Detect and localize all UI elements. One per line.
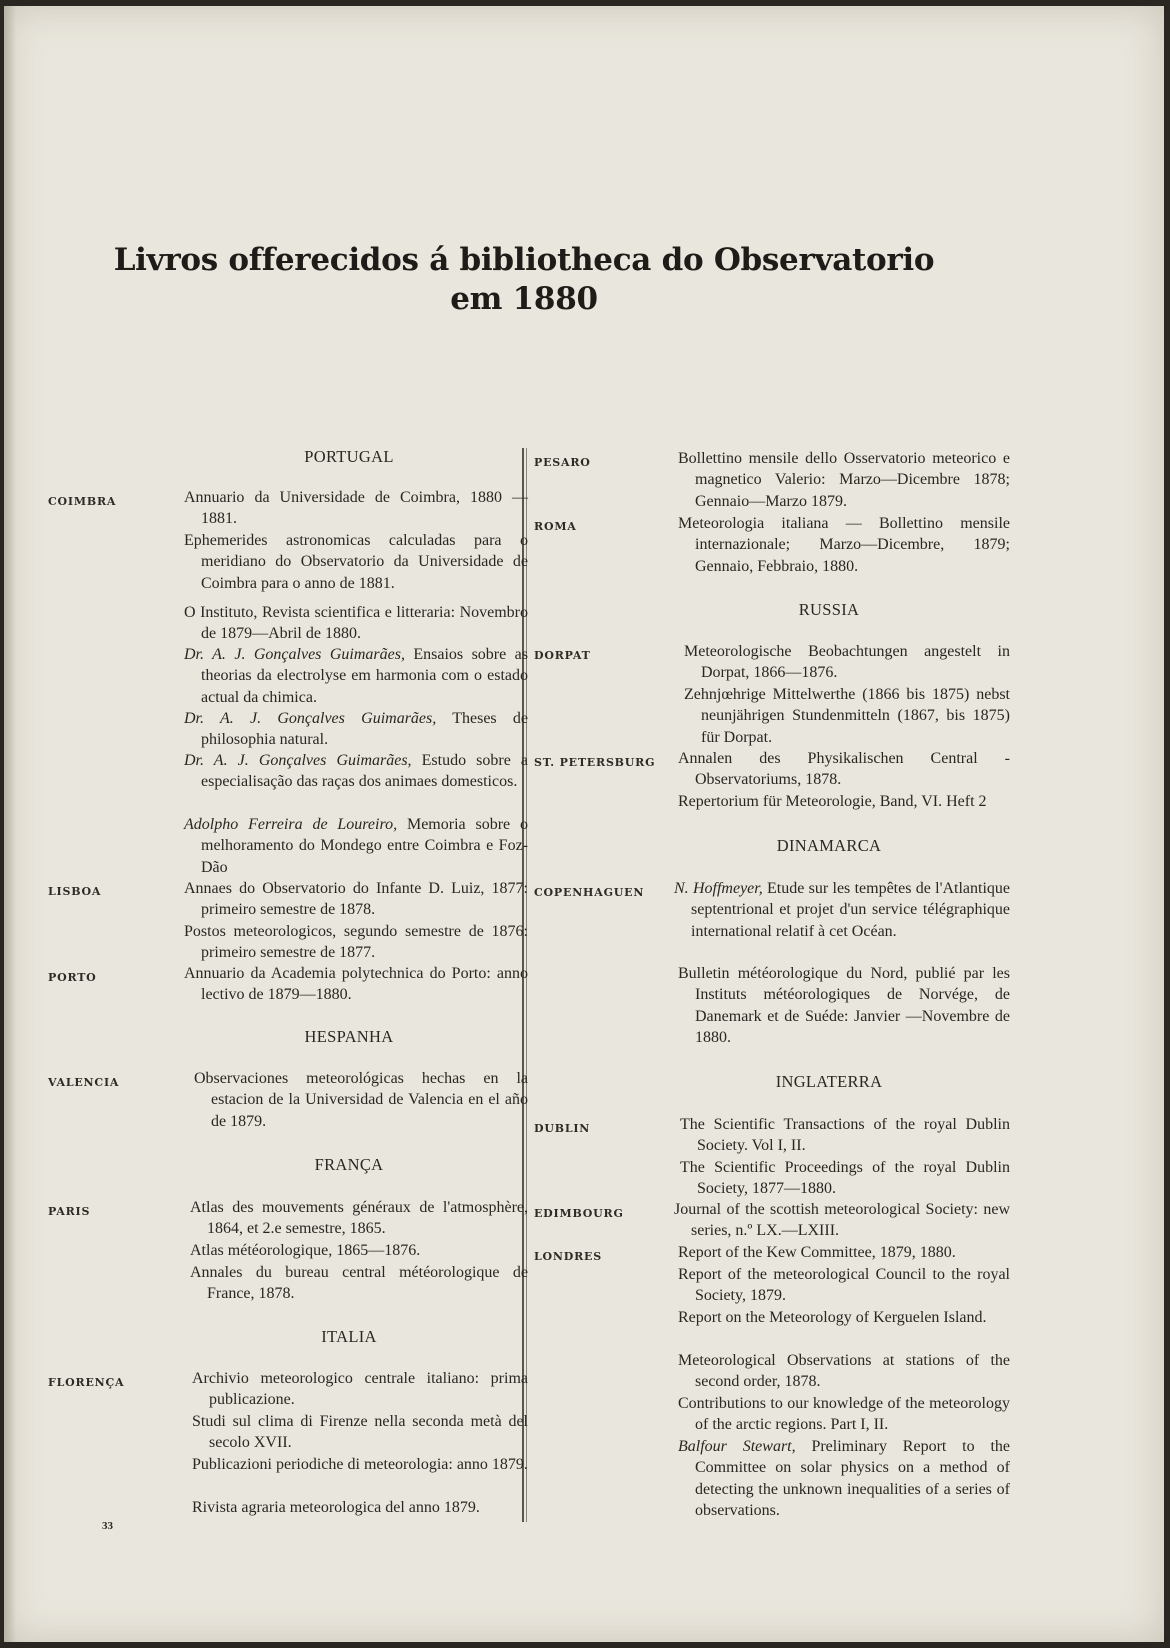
place-label-florenca: FLORENÇA — [48, 1376, 125, 1389]
place-label-roma: ROMA — [534, 520, 577, 533]
place-label-valencia: VALENCIA — [48, 1076, 120, 1089]
entry-text: Memoria sobre o melhoramento do Mondego entre Coimbra e Foz-Dão — [201, 816, 528, 876]
entry-edimbourg-journal: Journal of the scottish meteorological Society: new series, n.º LX.—LXIII. — [674, 1201, 1010, 1240]
place-label-paris: PARIS — [48, 1205, 91, 1218]
entry-coimbra-theses — [184, 708, 528, 751]
section-heading-russia: RUSSIA — [798, 600, 860, 619]
place-label-porto: PORTO — [48, 971, 97, 984]
entry-londres-kerguelen: Report on the Meteorology of Kerguelen Island. — [678, 1309, 987, 1326]
author-name: Adolpho Ferreira de Loureiro, — [184, 816, 398, 833]
place-label-londres: LONDRES — [534, 1250, 602, 1263]
place-label-lisboa: LISBOA — [48, 885, 102, 898]
author-name: N. Hoffmeyer, — [674, 880, 763, 897]
entry-lisboa-postos: Postos meteorologicos, segundo semestre de 1876: primeiro semestre de 1877. — [184, 923, 528, 962]
entry-text: Estudo sobre a especialisação das raças dos animaes domesticos. — [201, 752, 529, 791]
section-heading-franca: FRANÇA — [314, 1155, 384, 1174]
section-heading-portugal: PORTUGAL — [304, 447, 394, 466]
author-name: Dr. A. J. Gonçalves Guimarães, — [184, 752, 412, 769]
entry-text: Ensaios sobre as theorias da electrolyse em harmonia com o estado actual da chimica. — [201, 646, 528, 706]
entry-londres-contributions: Contributions to our knowledge of the meteorology of the arctic regions. Part I, II. — [678, 1395, 1010, 1434]
entry-pesaro-bollettino: Bollettino mensile dello Osservatorio meteorico e magnetico Valerio: Marzo—Dicembre 1878; Gennaio—Marzo 1879. — [678, 450, 1010, 510]
place-label-dorpat: DORPAT — [534, 649, 591, 662]
page-title: Livros offerecidos á bibliotheca do Observatorio — [113, 242, 935, 278]
entry-text: Etude sur les tempêtes de l'Atlantique septentrional et projet d'un service télégraphique international relatif à cet Océan. — [691, 880, 1010, 940]
entry-text: Preliminary Report to the Committee on solar physics on a method of detecting the unknown inequalities of a series of observations. — [695, 1438, 1010, 1519]
section-heading-hespanha: HESPANHA — [304, 1027, 394, 1046]
entry-paris-annales: Annales du bureau central météorologique de France, 1878. — [190, 1264, 528, 1303]
entry-londres-kew: Report of the Kew Committee, 1879, 1880. — [678, 1244, 956, 1261]
entry-porto-annuario: Annuario da Academia polytechnica do Porto: anno lectivo de 1879—1880. — [184, 965, 528, 1004]
author-name: Dr. A. J. Gonçalves Guimarães, — [184, 710, 437, 727]
entry-coimbra-ensaios — [184, 644, 528, 708]
entry-florenca-archivio: Archivio meteorologico centrale italiano: prima publicazione. — [192, 1370, 528, 1409]
page-number: 33 — [102, 1520, 113, 1532]
entry-dorpat-beobachtungen: Meteorologische Beobachtungen angestelt in Dorpat, 1866—1876. — [684, 643, 1010, 682]
place-label-st-petersburg: ST. PETERSBURG — [534, 756, 656, 769]
place-label-pesaro: PESARO — [534, 456, 591, 469]
entry-dublin-transactions: The Scientific Transactions of the royal Dublin Society. Vol I, II. — [680, 1116, 1010, 1155]
entry-florenca-rivista: Rivista agraria meteorologica del anno 1879. — [192, 1499, 480, 1516]
entry-stpetersburg-repertorium: Repertorium für Meteorologie, Band, VI. Heft 2 — [678, 793, 987, 810]
author-name: Balfour Stewart, — [678, 1438, 796, 1455]
entry-copenhaguen-etude — [674, 878, 1010, 942]
entry-lisboa-annaes: Annaes do Observatorio do Infante D. Luiz, 1877: primeiro semestre de 1878. — [184, 880, 528, 919]
entry-florenca-studi: Studi sul clima di Firenze nella seconda metà del secolo XVII. — [192, 1413, 528, 1452]
entry-paris-atlas-mouvements: Atlas des mouvements généraux de l'atmosphère, 1864, et 2.e semestre, 1865. — [190, 1199, 528, 1238]
place-label-copenhaguen: COPENHAGUEN — [534, 886, 645, 899]
entry-dorpat-mittelwerthe: Zehnjœhrige Mittelwerthe (1866 bis 1875) nebst neunjährigen Stundenmitteln (1867, bis 1875) für Dorpat. — [684, 686, 1010, 746]
page-title-year: em 1880 — [450, 281, 598, 317]
document-page — [4, 6, 1164, 1642]
entry-florenca-publicazioni: Publicazioni periodiche di meteorologia: anno 1879. — [192, 1456, 528, 1473]
entry-roma-meteorologia: Meteorologia italiana — Bollettino mensile internazionale; Marzo—Dicembre, 1879; Gennaio, Febbraio, 1880. — [678, 515, 1010, 575]
entry-coimbra-memoria — [184, 814, 528, 878]
entry-stpetersburg-annalen: Annalen des Physikalischen Central - Observatoriums, 1878. — [678, 750, 1010, 789]
section-heading-inglaterra: INGLATERRA — [775, 1072, 883, 1091]
entry-copenhaguen-bulletin: Bulletin météorologique du Nord, publié par les Instituts météorologiques de Norvége, de Danemark et de Suéde: Janvier —Novembre de 1880. — [678, 965, 1010, 1046]
entry-coimbra-instituto: O Instituto, Revista scientifica e litteraria: Novembro de 1879—Abril de 1880. — [184, 604, 528, 643]
entry-coimbra-estudo — [184, 750, 528, 793]
entry-valencia-observaciones: Observaciones meteorológicas hechas en la estacion de la Universidad de Valencia en el año de 1879. — [194, 1070, 528, 1130]
entry-londres-stewart — [678, 1436, 1010, 1521]
author-name: Dr. A. J. Gonçalves Guimarães, — [184, 646, 405, 663]
entry-text: Theses de philosophia natural. — [201, 710, 528, 749]
entry-londres-observations: Meteorological Observations at stations of the second order, 1878. — [678, 1352, 1010, 1391]
entry-paris-atlas-meteorologique: Atlas météorologique, 1865—1876. — [190, 1242, 421, 1259]
place-label-coimbra: COIMBRA — [48, 495, 117, 508]
entry-londres-council: Report of the meteorological Council to the royal Society, 1879. — [678, 1266, 1010, 1305]
place-label-dublin: DUBLIN — [534, 1122, 591, 1135]
section-heading-italia: ITALIA — [321, 1327, 377, 1346]
section-heading-dinamarca: DINAMARCA — [776, 836, 882, 855]
place-label-edimbourg: EDIMBOURG — [534, 1207, 624, 1220]
entry-coimbra-ephemerides: Ephemerides astronomicas calculadas para o meridiano do Observatorio da Universidade de Coimbra para o anno de 1881. — [184, 532, 528, 592]
entry-coimbra-annuario: Annuario da Universidade de Coimbra, 1880 — 1881. — [184, 489, 528, 528]
entry-dublin-proceedings: The Scientific Proceedings of the royal Dublin Society, 1877—1880. — [680, 1159, 1010, 1198]
